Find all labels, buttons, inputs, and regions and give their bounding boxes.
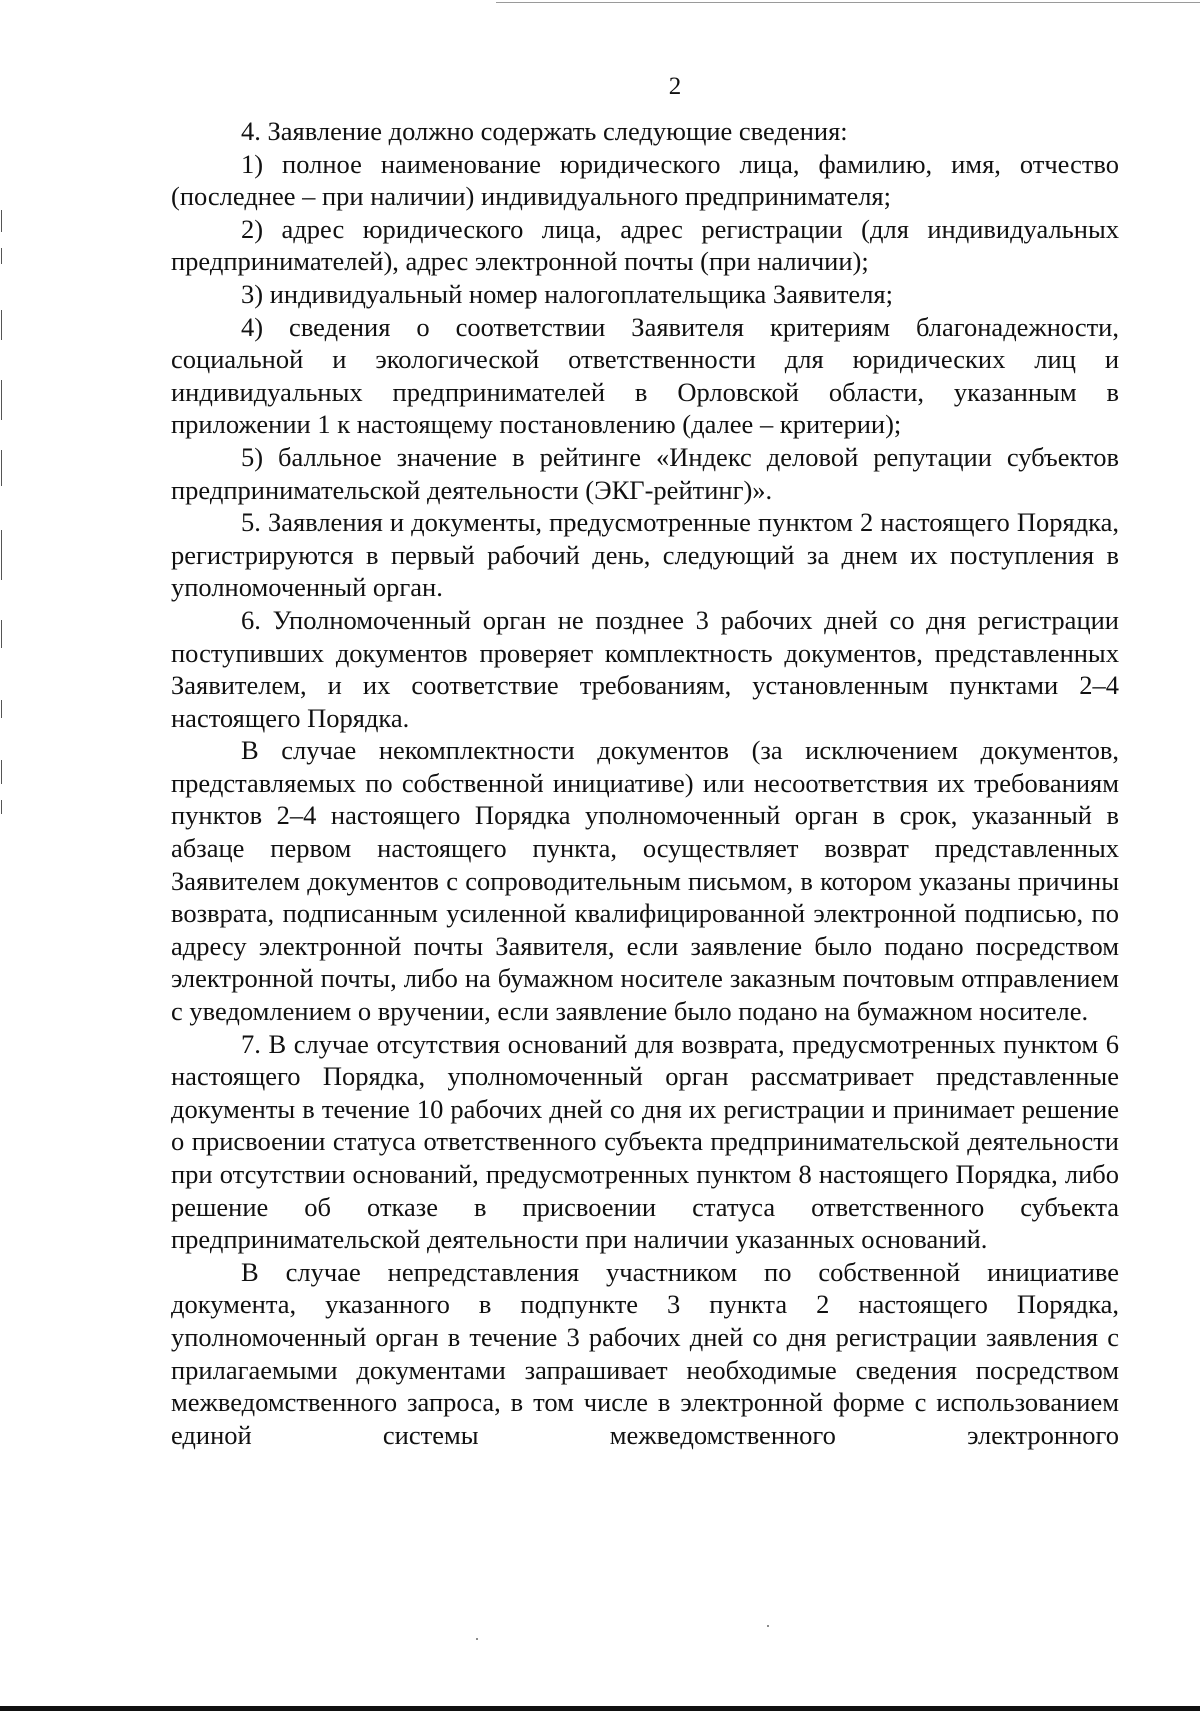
- scan-bottom-edge-bar: [0, 1706, 1200, 1711]
- paragraph-4-heading: 4. Заявление должно содержать следующие сведения:: [241, 116, 848, 146]
- scan-speck: [476, 1638, 478, 1640]
- page-number: 2: [668, 73, 682, 100]
- paragraph-6-return-clause: В случае некомплектности документов (за исключением документов, представляемых по собственной инициативе) или несоответствия их требованиям пунктов 2–4 настоящего Порядка уполномоченный орган в срок, указанный в абзаце первом настоящего пункта, осуществляет возврат представленных Заявителем документов с сопроводительным письмом, в котором указаны причины возврата, подписанным усиленной квалифицированной электронной подписью, по адресу электронной почты Заявителя, если заявление было подано посредством электронной почты, либо на бумажном носителе заказным почтовым отправлением с уведомлением о вручении, если заявление было подано на бумажном носителе.: [171, 735, 1119, 1027]
- paragraph-5: 5. Заявления и документы, предусмотренные пунктом 2 настоящего Порядка, регистрируются в первый рабочий день, следующий за днем их поступления в уполномоченный орган.: [171, 507, 1119, 603]
- paragraph-6: 6. Уполномоченный орган не позднее 3 рабочих дней со дня регистрации поступивших документов проверяет комплектность документов, представленных Заявителем, и их соответствие требованиям, установленным пунктами 2–4 настоящего Порядка.: [171, 604, 1119, 733]
- document-body: [171, 115, 1119, 1451]
- scan-top-edge-line: [496, 2, 1200, 3]
- paragraph-4-item-1: 1) полное наименование юридического лица, фамилию, имя, отчество (последнее – при наличии) индивидуального предпринимателя;: [171, 148, 1119, 212]
- scan-left-edge-marks: [0, 200, 6, 840]
- paragraph-4-item-5: 5) балльное значение в рейтинге «Индекс деловой репутации субъектов предпринимательской деятельности (ЭКГ-рейтинг)».: [171, 441, 1119, 505]
- paragraph-7: 7. В случае отсутствия оснований для возврата, предусмотренных пунктом 6 настоящего Порядка, уполномоченный орган рассматривает представленные документы в течение 10 рабочих дней со дня их регистрации и принимает решение о присвоении статуса ответственного субъекта предпринимательской деятельности при отсутствии оснований, предусмотренных пунктом 8 настоящего Порядка, либо решение об отказе в присвоении статуса ответственного субъекта предпринимательской деятельности при наличии указанных оснований.: [171, 1028, 1119, 1255]
- paragraph-4-item-4: 4) сведения о соответствии Заявителя критериям благонадежности, социальной и экологической ответственности для юридических лиц и индивидуальных предпринимателей в Орловской области, указанным в приложении 1 к настоящему постановлению (далее – критерии);: [171, 311, 1119, 440]
- paragraph-4-item-2: 2) адрес юридического лица, адрес регистрации (для индивидуальных предпринимателей), адрес электронной почты (при наличии);: [171, 213, 1119, 277]
- paragraph-7-interagency-request: В случае непредставления участником по собственной инициативе документа, указанного в подпункте 3 пункта 2 настоящего Порядка, уполномоченный орган в течение 3 рабочих дней со дня регистрации заявления с прилагаемыми документами запрашивает необходимые сведения посредством межведомственного запроса, в том числе в электронной форме с использованием единой системы межведомственного электронного: [171, 1256, 1119, 1450]
- scan-speck: [767, 1625, 769, 1627]
- paragraph-4-item-3: 3) индивидуальный номер налогоплательщика Заявителя;: [241, 278, 893, 309]
